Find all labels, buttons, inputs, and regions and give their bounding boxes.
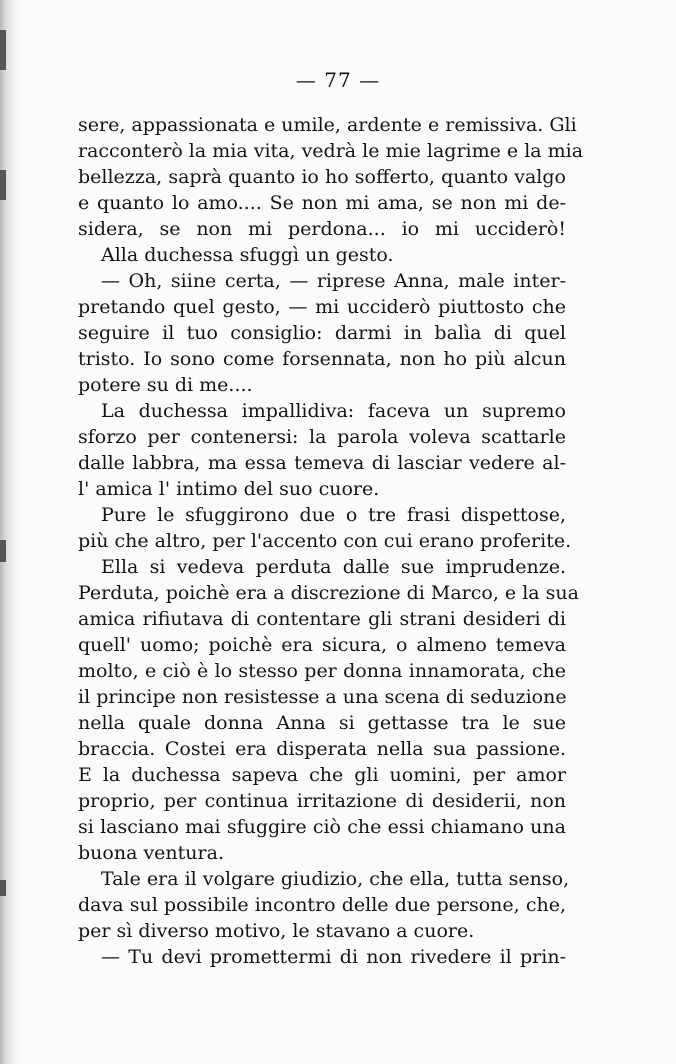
text-line: si lasciano mai sfuggire ciò che essi chiamano una bbox=[78, 816, 566, 838]
text-line: il principe non resistesse a una scena di seduzione bbox=[78, 686, 567, 708]
text-line: seguire il tuo consiglio: darmi in balìa di quel bbox=[78, 322, 566, 344]
text-line: Ella si vedeva perduta dalle sue imprudenze. bbox=[101, 556, 566, 578]
edge-mark bbox=[0, 170, 6, 200]
text-line: quell' uomo; poichè era sicura, o almeno temeva bbox=[78, 634, 566, 656]
text-line: braccia. Costei era disperata nella sua passione. bbox=[78, 738, 566, 760]
text-line: racconterò la mia vita, vedrà le mie lagrime e la mia bbox=[78, 140, 584, 162]
binding-edge-shadow bbox=[0, 0, 22, 1064]
text-line: bellezza, saprà quanto io ho sofferto, quanto valgo bbox=[78, 166, 566, 188]
text-line: — Oh, siine certa, — riprese Anna, male inter- bbox=[101, 270, 566, 292]
text-line: Tale era il volgare giudizio, che ella, tutta senso, bbox=[101, 868, 570, 890]
text-line: sere, appassionata e umile, ardente e remissiva. Gli bbox=[78, 114, 577, 136]
text-line: per sì diverso motivo, le stavano a cuore. bbox=[78, 920, 475, 942]
text-line: dalle labbra, ma essa temeva di lasciar vedere al- bbox=[78, 452, 566, 474]
text-line: La duchessa impallidiva: faceva un supremo bbox=[101, 400, 566, 422]
text-line: — Tu devi promettermi di non rivedere il prin- bbox=[101, 946, 566, 968]
text-line: proprio, per continua irritazione di desiderii, non bbox=[78, 790, 566, 812]
text-line: E la duchessa sapeva che gli uomini, per amor bbox=[78, 764, 566, 786]
text-line: Perduta, poichè era a discrezione di Marco, e la sua bbox=[78, 582, 579, 604]
text-line: nella quale donna Anna si gettasse tra le sue bbox=[78, 712, 566, 734]
text-line: sforzo per contenersi: la parola voleva scattarle bbox=[78, 426, 566, 448]
text-line: Alla duchessa sfuggì un gesto. bbox=[101, 244, 394, 266]
text-line: potere su di me.... bbox=[78, 374, 253, 396]
text-line: tristo. Io sono come forsennata, non ho più alcun bbox=[78, 348, 566, 370]
text-line: dava sul possibile incontro delle due persone, che, bbox=[78, 894, 566, 916]
text-line: più che altro, per l'accento con cui erano proferite. bbox=[78, 530, 572, 552]
text-line: Pure le sfuggirono due o tre frasi dispettose, bbox=[101, 504, 566, 526]
edge-mark bbox=[0, 30, 6, 70]
edge-mark bbox=[0, 880, 6, 896]
text-line: sidera, se non mi perdona... io mi ucciderò! bbox=[78, 218, 566, 240]
text-line: e quanto lo amo.... Se non mi ama, se non mi de- bbox=[78, 192, 566, 214]
text-line: l' amica l' intimo del suo cuore. bbox=[78, 478, 380, 500]
text-line: buona ventura. bbox=[78, 842, 224, 864]
text-line: pretando quel gesto, — mi ucciderò piuttosto che bbox=[78, 296, 566, 318]
page-number: — 77 — bbox=[295, 68, 381, 92]
text-line: amica rifiutava di contentare gli strani desideri di bbox=[78, 608, 566, 630]
edge-mark bbox=[0, 540, 6, 562]
text-line: molto, e ciò è lo stesso per donna innamorata, che bbox=[78, 660, 566, 682]
